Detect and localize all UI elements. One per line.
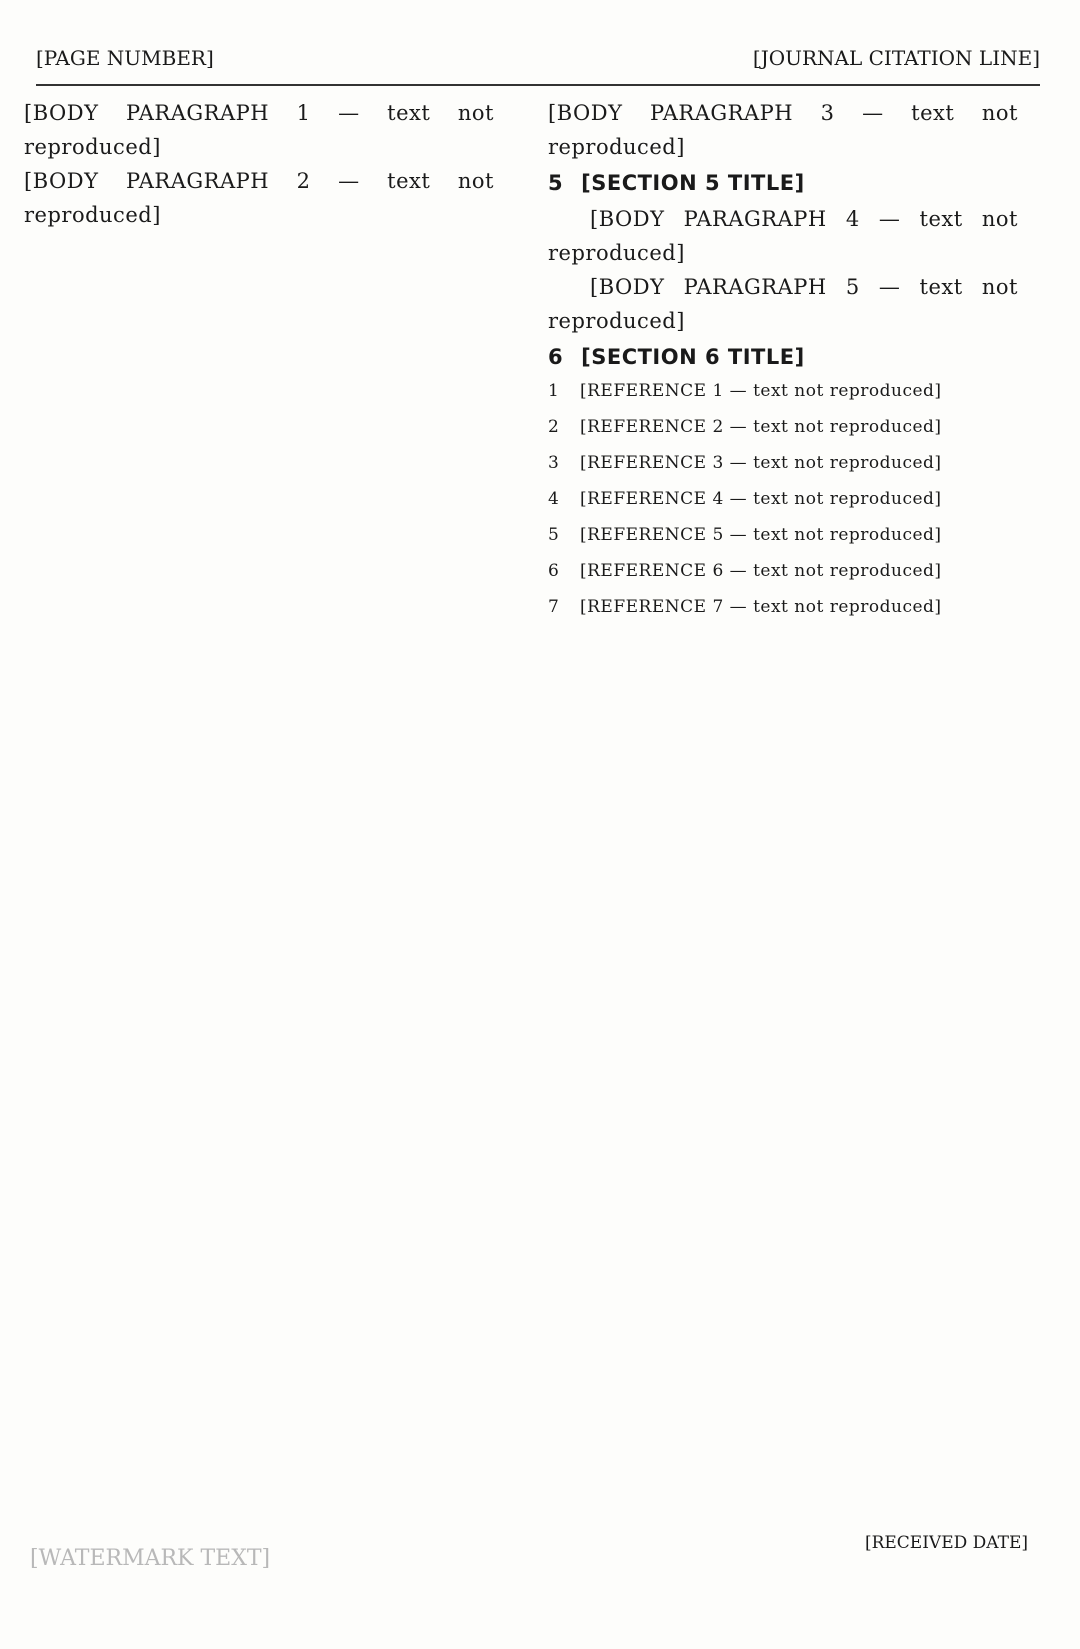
reference-number: 4 [548, 489, 560, 509]
reference-text: [REFERENCE 1 — text not reproduced] [580, 381, 942, 401]
reference-number: 1 [548, 381, 560, 401]
reference-item [548, 376, 1018, 406]
paragraph: [BODY PARAGRAPH 5 — text not reproduced] [548, 275, 1018, 333]
right-column [548, 96, 1018, 628]
reference-list [548, 376, 1018, 622]
reference-number: 3 [548, 453, 560, 473]
section-number: 6 [548, 345, 564, 369]
paragraph: [BODY PARAGRAPH 4 — text not reproduced] [548, 207, 1018, 265]
reference-number: 2 [548, 417, 560, 437]
reference-number: 7 [548, 597, 560, 617]
reference-number: 5 [548, 525, 560, 545]
paragraph: [BODY PARAGRAPH 2 — text not reproduced] [24, 169, 494, 227]
reference-text: [REFERENCE 2 — text not reproduced] [580, 417, 942, 437]
section-number: 5 [548, 171, 564, 195]
page-number: [PAGE NUMBER] [36, 46, 214, 70]
page-header [36, 38, 1040, 86]
reference-text: [REFERENCE 4 — text not reproduced] [580, 489, 942, 509]
reference-text: [REFERENCE 7 — text not reproduced] [580, 597, 942, 617]
received-date: [RECEIVED DATE] [864, 1533, 1028, 1553]
reference-number: 6 [548, 561, 560, 581]
paragraph: [BODY PARAGRAPH 1 — text not reproduced] [24, 101, 494, 159]
section-heading [548, 340, 1018, 374]
copyright-watermark: [WATERMARK TEXT] [30, 1546, 271, 1571]
section-heading [548, 166, 1018, 200]
paragraph: [BODY PARAGRAPH 3 — text not reproduced] [548, 101, 1018, 159]
section-title: [SECTION 5 TITLE] [581, 171, 805, 195]
reference-text: [REFERENCE 6 — text not reproduced] [580, 561, 942, 581]
reference-item [548, 556, 1018, 586]
reference-item [548, 484, 1018, 514]
reference-item [548, 412, 1018, 442]
reference-item [548, 448, 1018, 478]
section-title: [SECTION 6 TITLE] [581, 345, 805, 369]
journal-info: [JOURNAL CITATION LINE] [752, 46, 1040, 70]
left-column [24, 96, 494, 232]
reference-item [548, 592, 1018, 622]
reference-item [548, 520, 1018, 550]
reference-text: [REFERENCE 3 — text not reproduced] [580, 453, 942, 473]
reference-text: [REFERENCE 5 — text not reproduced] [580, 525, 942, 545]
